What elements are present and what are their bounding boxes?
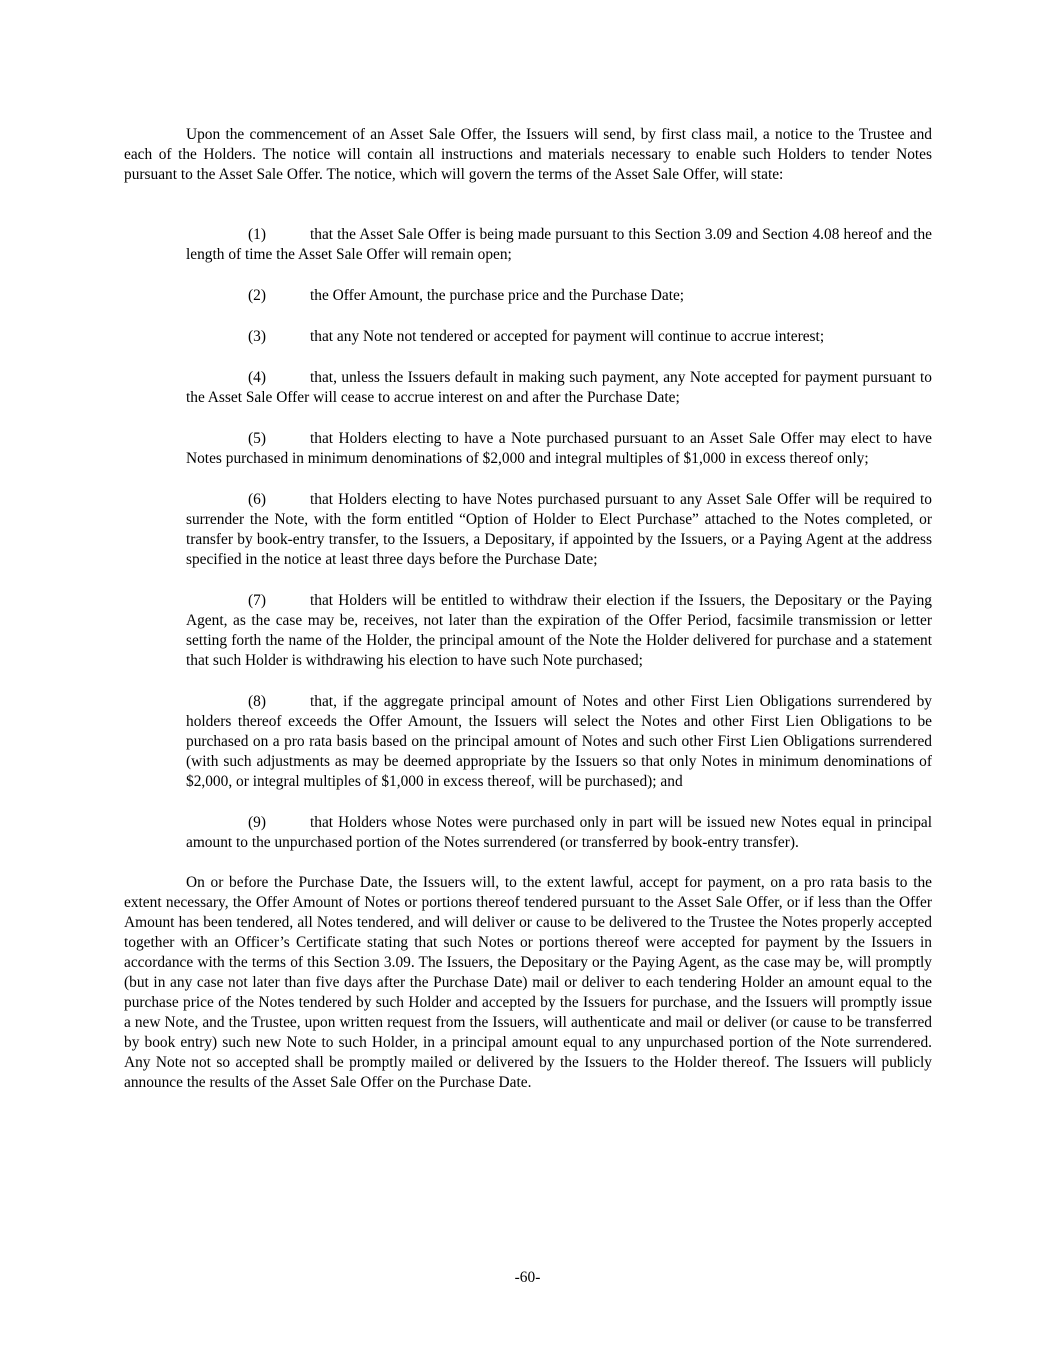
item-text: that the Asset Sale Offer is being made pursuant to this Section 3.09 and Section 4.08 hereof and the length of time the Asset Sale Offer will remain open;	[186, 226, 932, 263]
list-item-7	[186, 591, 932, 671]
item-number: (4)	[248, 369, 266, 386]
list-item-6	[186, 490, 932, 570]
list-item-8	[186, 692, 932, 792]
item-text: that Holders whose Notes were purchased only in part will be issued new Notes equal in principal amount to the unpurchased portion of the Notes surrendered (or transferred by book-entry transfer).	[186, 814, 932, 851]
item-text: that, unless the Issuers default in making such payment, any Note accepted for payment pursuant to the Asset Sale Offer will cease to accrue interest on and after the Purchase Date;	[186, 369, 932, 406]
list-item-2	[186, 286, 932, 306]
list-item-9	[186, 813, 932, 853]
item-text: the Offer Amount, the purchase price and the Purchase Date;	[310, 287, 685, 304]
item-text: that any Note not tendered or accepted for payment will continue to accrue interest;	[310, 328, 825, 345]
page-number: -60-	[514, 1269, 541, 1286]
list-item-4	[186, 368, 932, 408]
item-number: (3)	[248, 328, 266, 345]
closing-paragraph: On or before the Purchase Date, the Issuers will, to the extent lawful, accept for payment, on a pro rata basis to the extent necessary, the Offer Amount of Notes or portions thereof tendered pursuant to the Asset Sale Offer, or if less than the Offer Amount has been tendered, all Notes tendered, and will deliver or cause to be delivered to the Trustee the Notes properly accepted together with an Officer’s Certificate stating that such Notes or portions thereof were accepted for payment by the Issuers in accordance with the terms of this Section 3.09. The Issuers, the Depositary or the Paying Agent, as the case may be, will promptly (but in any case not later than five days after the Purchase Date) mail or deliver to each tendering Holder an amount equal to the purchase price of the Notes tendered by such Holder and accepted by the Issuers for purchase, and the Issuers will promptly issue a new Note, and the Trustee, upon written request from the Issuers, will authenticate and mail or deliver (or cause to be transferred by book entry) such new Note to such Holder, in a principal amount equal to any unpurchased portion of the Note surrendered. Any Note not so accepted shall be promptly mailed or delivered by the Issuers to the Holder thereof. The Issuers will publicly announce the results of the Asset Sale Offer on the Purchase Date.	[124, 874, 932, 1091]
item-number: (7)	[248, 592, 266, 609]
list-item-1	[186, 225, 932, 265]
item-number: (8)	[248, 693, 266, 710]
item-text: that Holders will be entitled to withdraw their election if the Issuers, the Depositary or the Paying Agent, as the case may be, receives, not later than the expiration of the Offer Period, facsimile transmission or letter setting forth the name of the Holder, the principal amount of the Note the Holder delivered for purchase and a statement that such Holder is withdrawing his election to have such Note purchased;	[186, 592, 932, 669]
item-text: that, if the aggregate principal amount of Notes and other First Lien Obligations surrendered by holders thereof exceeds the Offer Amount, the Issuers will select the Notes and other First Lien Obligations to be purchased on a pro rata basis based on the principal amount of Notes and such other First Lien Obligations surrendered (with such adjustments as may be deemed appropriate by the Issuers so that only Notes in minimum denominations of $2,000, or integral multiples of $1,000 in excess thereof, will be purchased); and	[186, 693, 932, 790]
item-number: (6)	[248, 491, 266, 508]
item-text: that Holders electing to have a Note purchased pursuant to an Asset Sale Offer may elect to have Notes purchased in minimum denominations of $2,000 and integral multiples of $1,000 in excess thereof only;	[186, 430, 932, 467]
list-item-5	[186, 429, 932, 469]
item-number: (9)	[248, 814, 266, 831]
page-body	[124, 125, 932, 1093]
intro-paragraph: Upon the commencement of an Asset Sale Offer, the Issuers will send, by first class mail, a notice to the Trustee and each of the Holders. The notice will contain all instructions and materials necessary to enable such Holders to tender Notes pursuant to the Asset Sale Offer. The notice, which will govern the terms of the Asset Sale Offer, will state:	[124, 126, 932, 183]
list-item-3	[186, 327, 932, 347]
item-number: (5)	[248, 430, 266, 447]
item-number: (1)	[248, 226, 266, 243]
item-text: that Holders electing to have Notes purchased pursuant to any Asset Sale Offer will be required to surrender the Note, with the form entitled “Option of Holder to Elect Purchase” attached to the Notes completed, or transfer by book-entry transfer, to the Issuers, a Depositary, if appointed by the Issuers, or a Paying Agent at the address specified in the notice at least three days before the Purchase Date;	[186, 491, 932, 568]
item-number: (2)	[248, 287, 266, 304]
